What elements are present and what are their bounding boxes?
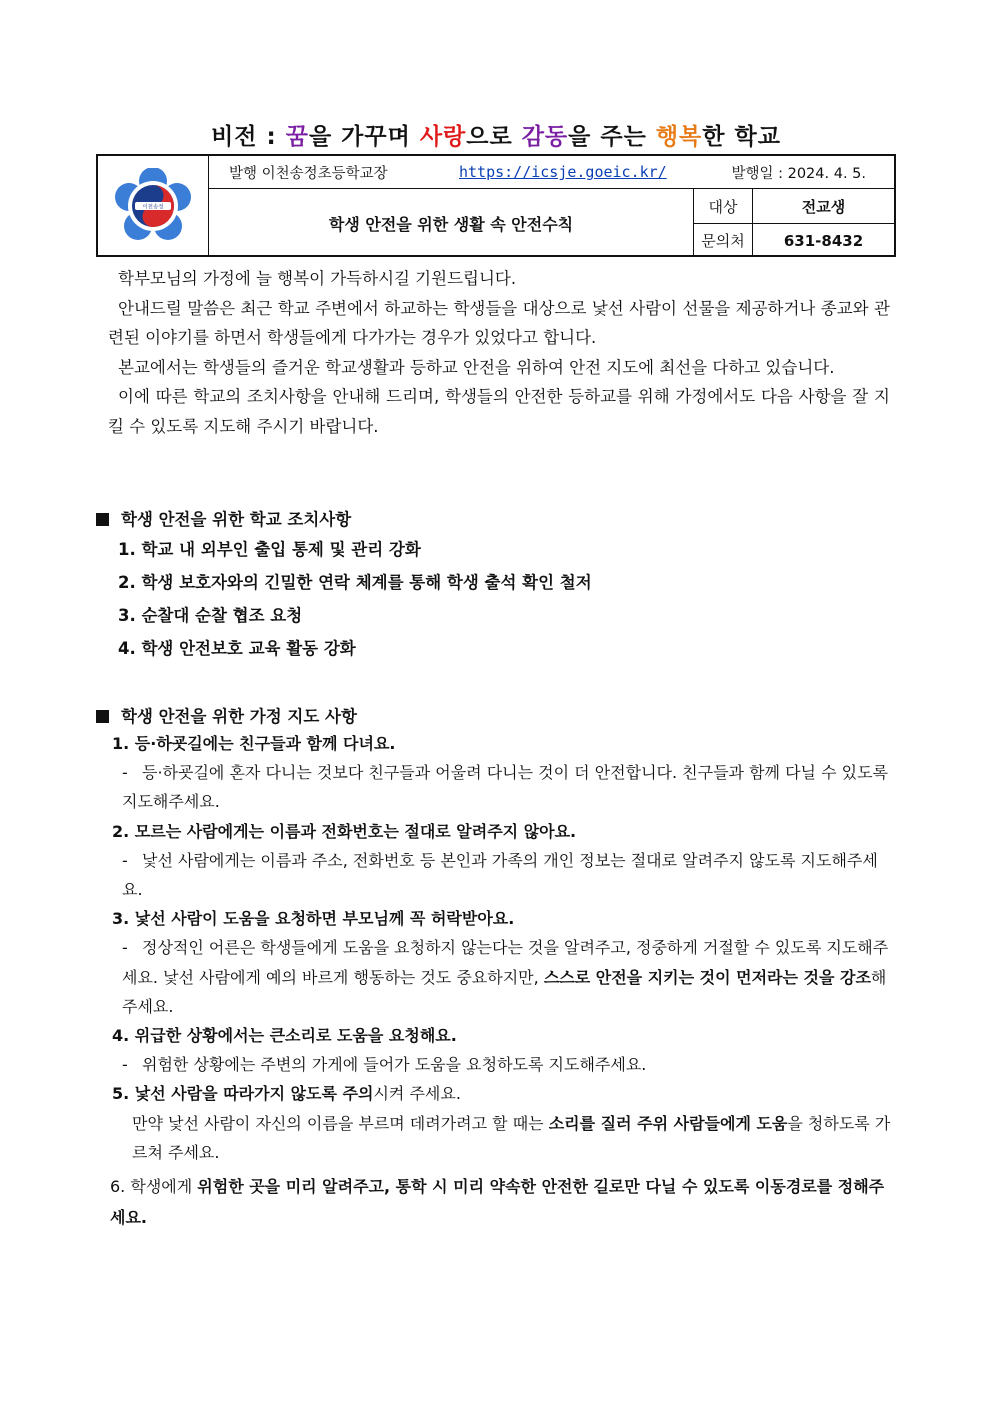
square-bullet-icon (96, 513, 109, 526)
guidance-emphasis: 소리를 질러 주위 사람들에게 도움 (548, 1113, 788, 1133)
vision-word-dream: 꿈 (285, 124, 309, 150)
vision-heading (0, 118, 992, 151)
guidance-detail-text: 을 청하도록 가르쳐 주세요. (132, 1113, 891, 1162)
guidance-detail-3: - 정상적인 어른은 학생들에게 도움을 요청하지 않는다는 것을 알려주고, 정중하게 거절할 수 있도록 지도해주세요. 낯선 사람에게 예의 바르게 행동하는 것도 중요하지만, 스스로 안전을 지키는 것이 먼저라는 것을 강조해 주세요. (122, 938, 889, 1016)
vision-word-impression: 감동 (521, 124, 569, 150)
vision-word-happiness: 행복 (655, 124, 703, 150)
intro-text (108, 264, 890, 441)
newsletter-title: 학생 안전을 위한 생활 속 안전수칙 (209, 189, 694, 257)
logo-text: 이천송정 (142, 204, 164, 210)
guidance-detail-text: 정상적인 어른은 학생들에게 도움을 요청하지 않는다는 것을 알려주고, 정중하게 거절할 수 있도록 지도해주세요. 낯선 사람에게 예의 바르게 행동하는 것도 중요하지만, (122, 938, 889, 987)
guidance-heading-3: 3. 낯선 사람이 도움을 요청하면 부모님께 꼭 허락받아요. (112, 909, 515, 929)
guidance-heading-2: 2. 모르는 사람에게는 이름과 전화번호는 절대로 알려주지 않아요. (112, 821, 577, 841)
contact-label: 문의처 (694, 224, 753, 257)
guidance-detail-text: 등·하굣길에 혼자 다니는 것보다 친구들과 어울려 다니는 것이 더 안전합니다. 친구들과 함께 다닐 수 있도록 지도해주세요. (122, 763, 888, 812)
target-label: 대상 (694, 189, 753, 223)
square-bullet-icon (96, 710, 109, 723)
logo-cell (98, 156, 209, 255)
publication-row (209, 156, 894, 189)
target-row (694, 189, 894, 224)
school-measures-title: 학생 안전을 위한 학교 조치사항 (121, 510, 352, 529)
vision-text-1: 을 가꾸며 (308, 124, 420, 150)
guidance-heading-bold: 5. 낯선 사람을 따라가지 않도록 주의 (112, 1084, 374, 1104)
intro-paragraph: 학부모님의 가정에 늘 행복이 가득하시길 기원드립니다. (118, 269, 517, 288)
guidance-text-6: 학생에게 (130, 1177, 198, 1197)
intro-paragraph: 이에 따른 학교의 조치사항을 안내해 드리며, 학생들의 안전한 등하교를 위해 가정에서도 다음 사항을 잘 지킬 수 있도록 지도해 주시기 바랍니다. (108, 387, 890, 436)
guidance-detail-text: 위험한 상황에는 주변의 가게에 들어가 도움을 요청하도록 지도해주세요. (142, 1055, 647, 1075)
intro-paragraph: 본교에서는 학생들의 즐거운 학교생활과 등하교 안전을 위하여 안전 지도에 최선을 다하고 있습니다. (118, 357, 835, 377)
school-website-link[interactable]: https://icsje.goeic.kr/ (459, 163, 667, 181)
guidance-emphasis-6: 위험한 곳을 미리 알려주고, 통학 시 미리 약속한 안전한 길로만 다닐 수 있도록 이동경로를 정해주세요. (110, 1177, 885, 1228)
list-item: 1. 학교 내 외부인 출입 통제 및 관리 강화 (118, 540, 421, 559)
contact-value: 631-8432 (783, 231, 864, 250)
guidance-detail-2: - 낯선 사람에게는 이름과 주소, 전화번호 등 본인과 가족의 개인 정보는 절대로 알려주지 않도록 지도해주세요. (122, 850, 878, 900)
vision-word-love: 사랑 (419, 124, 467, 150)
school-measures-list (118, 533, 592, 665)
guidance-heading-plain: 시켜 주세요. (373, 1084, 461, 1104)
home-guidance-title: 학생 안전을 위한 가정 지도 사항 (121, 707, 357, 726)
guidance-emphasis: 스스로 안전을 지키는 것이 먼저라는 것을 강조 (543, 967, 871, 987)
contact-row (694, 224, 894, 257)
list-item: 2. 학생 보호자와의 긴밀한 연락 체계를 통해 학생 출석 확인 철저 (118, 573, 592, 592)
home-guidance-heading (96, 703, 357, 727)
meta-grid (694, 189, 894, 257)
school-measures-heading (96, 506, 351, 530)
newsletter-header-table (96, 154, 896, 257)
issue-date: 발행일 : 2024. 4. 5. (731, 165, 866, 182)
guidance-item-6 (110, 1171, 896, 1233)
guidance-number-6: 6. (110, 1177, 126, 1197)
guidance-heading-4: 4. 위급한 상황에서는 큰소리로 도움을 요청해요. (112, 1026, 457, 1046)
guidance-detail-text: 만약 낯선 사람이 자신의 이름을 부르며 데려가려고 할 때는 (132, 1113, 549, 1133)
guidance-heading-5 (110, 1079, 896, 1108)
guidance-detail-text: 낯선 사람에게는 이름과 주소, 전화번호 등 본인과 가족의 개인 정보는 절대로 알려주지 않도록 지도해주세요. (122, 850, 878, 900)
target-value: 전교생 (801, 197, 846, 216)
intro-paragraph: 안내드릴 말씀은 최근 학교 주변에서 하교하는 학생들을 대상으로 낯선 사람이 선물을 제공하거나 종교와 관련된 이야기를 하면서 학생들에게 다가가는 경우가 있었다고 합니다. (108, 298, 890, 347)
vision-prefix: 비전 : (211, 124, 286, 150)
guidance-detail-text: 해 주세요. (122, 967, 887, 1016)
school-logo-icon (115, 168, 191, 244)
vision-text-2: 으로 (466, 124, 522, 150)
list-item: 3. 순찰대 순찰 협조 요청 (118, 606, 303, 625)
guidance-detail-5 (110, 1109, 896, 1167)
vision-text-3: 을 주는 (568, 124, 656, 150)
vision-text-4: 한 학교 (702, 124, 781, 150)
guidance-detail-4: - 위험한 상황에는 주변의 가게에 들어가 도움을 요청하도록 지도해주세요. (122, 1055, 647, 1075)
issuer-label: 발행 이천송정초등학교장 (229, 165, 388, 182)
home-guidance-list (110, 729, 896, 1233)
guidance-detail-1: - 등·하굣길에 혼자 다니는 것보다 친구들과 어울려 다니는 것이 더 안전합니다. 친구들과 함께 다닐 수 있도록 지도해주세요. (122, 763, 888, 812)
list-item: 4. 학생 안전보호 교육 활동 강화 (118, 639, 356, 658)
guidance-heading-1: 1. 등·하굣길에는 친구들과 함께 다녀요. (112, 734, 396, 753)
